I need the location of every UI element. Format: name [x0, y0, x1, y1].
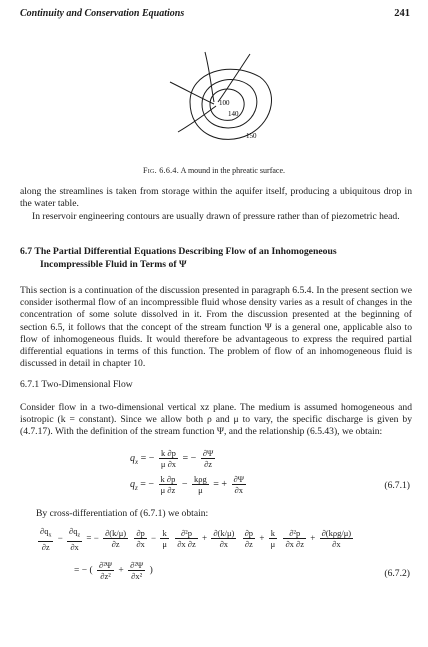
streamline-2	[170, 82, 214, 104]
cross-diff-text: By cross-differentiation of (6.7.1) we obtain:	[36, 508, 209, 519]
subsection-para-1: Consider flow in a two-dimensional vertical xz plane. The medium is assumed homogeneous and isotropic (k = constant). Since we allow both ρ and μ to vary, the specific discharge is given by (4.7.17). With the definition of the stream function Ψ, and the relationship (6.5.43), we obtain:	[20, 402, 412, 438]
streamline-3	[178, 106, 216, 132]
equation-label-6-7-2: (6.7.2)	[384, 568, 410, 579]
phreatic-mound-figure	[150, 42, 290, 162]
para-intro: along the streamlines is taken from storage within the aquifer itself, producing a ubiquitous drop in the water table.	[20, 186, 412, 210]
subsection-heading: 6.7.1 Two-Dimensional Flow	[20, 379, 133, 390]
equation-cross-diff: $\frac{\partial q_x}{\partial z}$ − $\frac{\partial q_z}{\partial x}$ = − $\frac{\partial(k/\mu)}{\partial z}$ $\frac{\partial p}{\partial x}$ − $\frac{k}{\mu}$ $\frac{\text{∂²p}}{\partial x \partial z}$ + $\frac{\partial(k/\mu)}{\partial x}$ $\frac{\partial p}{\partial z}$ + $\frac{k}{\mu}$ $\frac{\text{∂²p}}{\partial x \partial z}$ + $\frac{\text{∂(kρg/μ)}}{\partial x}$	[40, 526, 352, 552]
equation-qz: $q_z$ = − $\frac{k \partial p}{\mu \partial z}$ − $\frac{\text{kρg}}{\mu}$ = + $\frac{\partial\Psi}{\partial x}$	[130, 474, 244, 495]
contour-label-140: 140	[228, 110, 239, 118]
section-heading-line2: Incompressible Fluid in Terms of Ψ	[40, 258, 187, 270]
contour-label-100: 100	[219, 99, 230, 107]
figure-caption	[0, 166, 428, 175]
streamline-4	[218, 54, 250, 102]
equation-qx: $q_x$ = − $\frac{k \partial p}{\mu \partial x}$ = − $\frac{\partial\Psi}{\partial z}$	[130, 448, 214, 469]
streamline-1	[205, 52, 214, 102]
equation-label-6-7-1: (6.7.1)	[384, 480, 410, 491]
equation-laplacian: = − ( $\frac{\text{∂²Ψ}}{\text{∂z²}}$ + $\frac{\text{∂²Ψ}}{\text{∂x²}}$ )	[74, 560, 153, 581]
page-header	[20, 8, 410, 22]
section-heading	[20, 246, 412, 271]
running-title: Continuity and Conservation Equations	[20, 8, 185, 19]
contour-label-150: 150	[246, 132, 257, 140]
section-heading-line1: 6.7 The Partial Differential Equations Describing Flow of an Inhomogeneous	[20, 246, 337, 257]
para-reservoir: In reservoir engineering contours are usually drawn of pressure rather than of piezometric head.	[32, 211, 400, 222]
caption-label: Fig. 6.6.4.	[142, 166, 180, 175]
caption-text: A mound in the phreatic surface.	[180, 166, 286, 175]
page-number: 241	[394, 8, 410, 19]
section-para-1: This section is a continuation of the discussion presented in paragraph 6.5.4. In the present section we consider isothermal flow of an incompressible fluid whose density varies as a result of changes in the concentration of some solute dissolved in it. From the discussion presented at the beginning of section 6.5, it follows that the concept of the stream function Ψ is a general one, applicable also to flow of inhomogeneous fluids. It would therefore be advantageous to express the required partial differential equations in terms of this function. The problem of flow of an inhomogeneous fluid is discussed in detail in chapter 10.	[20, 285, 412, 370]
